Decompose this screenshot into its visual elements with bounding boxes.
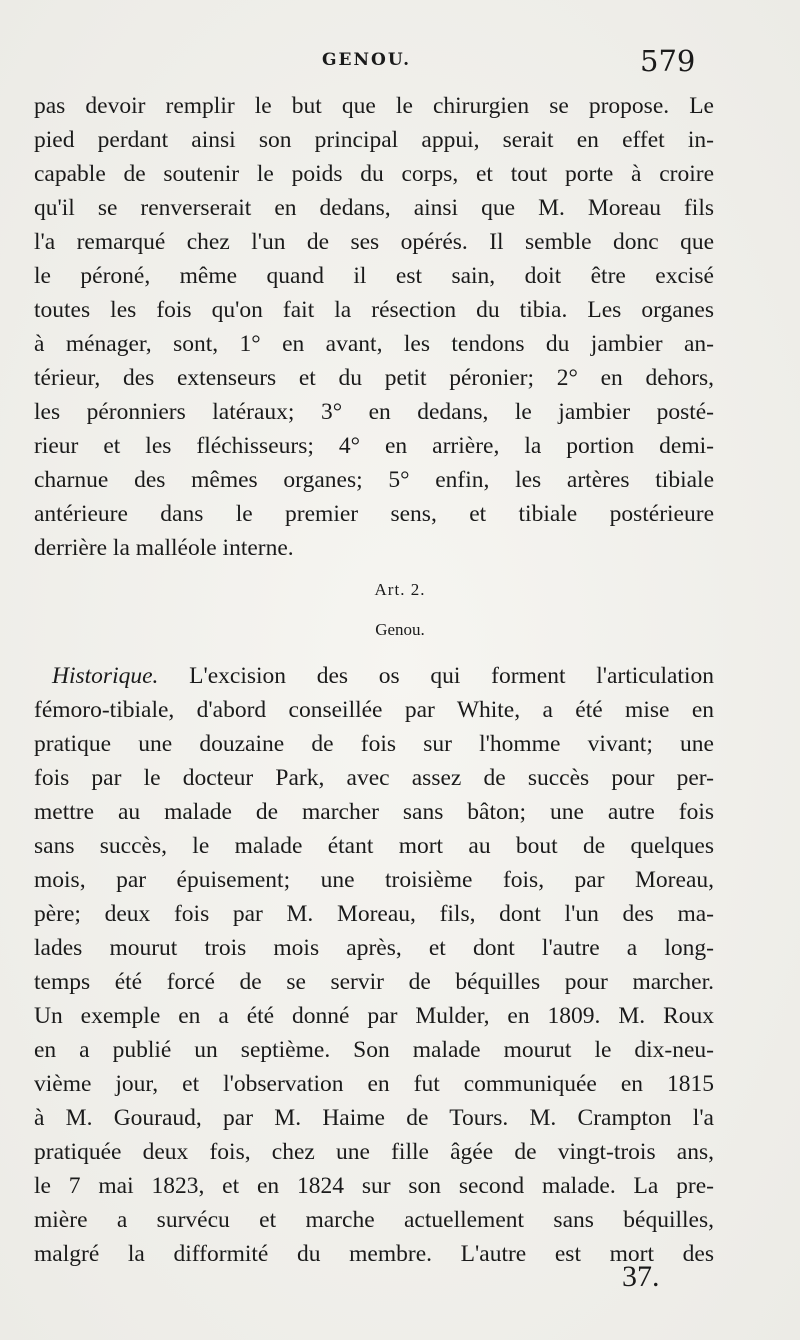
text-line: à ménager, sont, 1° en avant, les tendons du jambier an- [34,331,714,357]
running-head [0,44,800,84]
text-line: rieur et les fléchisseurs; 4° en arrière, la portion demi- [34,433,714,459]
article-subheading: Genou. [375,620,425,639]
running-head-title: GENOU. [322,50,412,70]
text-line: pratiquée deux fois, chez une fille âgée de vingt-trois ans, [34,1139,714,1165]
text-line: vième jour, et l'observation en fut communiquée en 1815 [34,1071,714,1097]
text-line: qu'il se renverserait en dedans, ainsi que M. Moreau fils [34,195,714,221]
text-line: le péroné, même quand il est sain, doit être excisé [34,263,714,289]
text-line-lead [52,662,714,692]
page-number: 579 [640,44,696,78]
text-line: le 7 mai 1823, et en 1824 sur son second malade. La pre- [34,1173,714,1199]
text-line: en a publié un septième. Son malade mourut le dix-neu- [34,1037,714,1063]
lead-rest: L'excision des os qui forment l'articulation [158,663,714,689]
text-line: Un exemple en a été donné par Mulder, en 1809. M. Roux [34,1003,714,1029]
signature-mark: 37. [622,1260,660,1293]
article-heading: Art. 2. [374,580,426,599]
text-line: lades mourut trois mois après, et dont l'autre a long- [34,935,714,961]
text-line: temps été forcé de se servir de béquilles pour marcher. [34,969,714,995]
text-line: sans succès, le malade étant mort au bout de quelques [34,833,714,859]
text-line: pas devoir remplir le but que le chirurgien se propose. Le [34,93,714,119]
text-line: térieur, des extenseurs et du petit péronier; 2° en dehors, [34,365,714,391]
text-line: pied perdant ainsi son principal appui, serait en effet in- [34,127,714,153]
text-line: antérieure dans le premier sens, et tibiale postérieure [34,501,714,527]
text-line: mière a survécu et marche actuellement sans béquilles, [34,1207,714,1233]
text-line: malgré la difformité du membre. L'autre est mort des [34,1241,714,1267]
text-line: derrière la malléole interne. [34,535,294,561]
text-line: à M. Gouraud, par M. Haime de Tours. M. Crampton l'a [34,1105,714,1131]
text-line: capable de soutenir le poids du corps, et tout porte à croire [34,161,714,187]
lead-word: Historique. [52,663,159,689]
text-line: mois, par épuisement; une troisième fois, par Moreau, [34,867,714,893]
text-line: l'a remarqué chez l'un de ses opérés. Il semble donc que [34,229,714,255]
text-line: fémoro-tibiale, d'abord conseillée par White, a été mise en [34,697,714,723]
text-line: les péronniers latéraux; 3° en dedans, le jambier posté- [34,399,714,425]
text-line: toutes les fois qu'on fait la résection du tibia. Les organes [34,297,714,323]
text-line: fois par le docteur Park, avec assez de succès pour per- [34,765,714,791]
text-line: père; deux fois par M. Moreau, fils, dont l'un des ma- [34,901,714,927]
text-line: charnue des mêmes organes; 5° enfin, les artères tibiale [34,467,714,493]
text-line: pratique une douzaine de fois sur l'homme vivant; une [34,731,714,757]
text-line: mettre au malade de marcher sans bâton; une autre fois [34,799,714,825]
